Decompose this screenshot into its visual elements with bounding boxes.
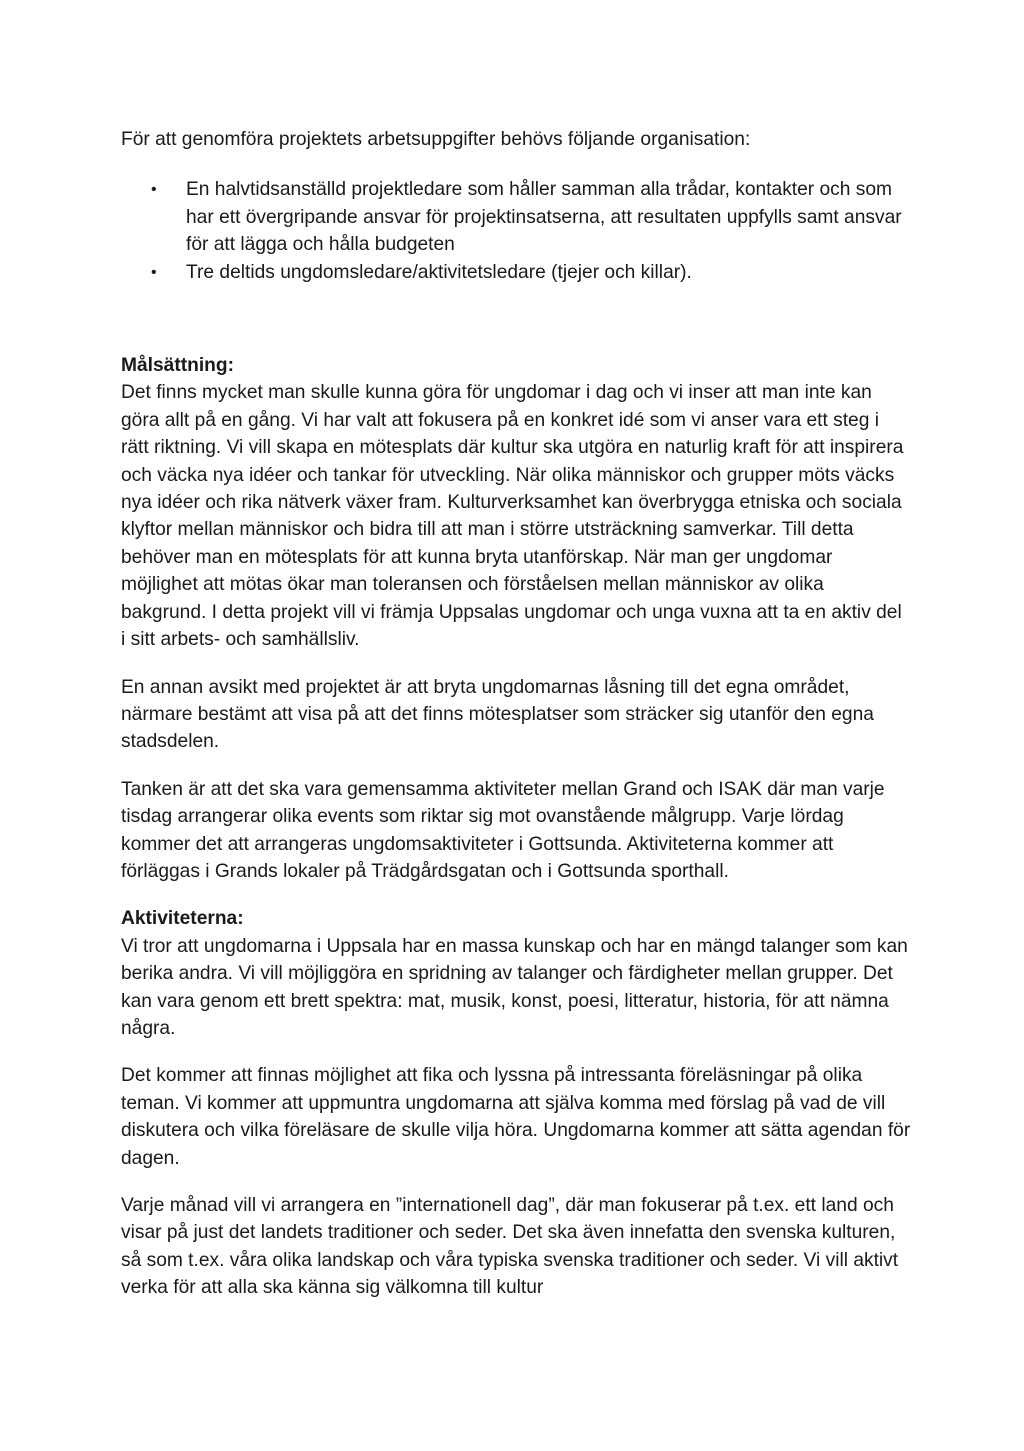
list-item	[151, 259, 911, 286]
paragraph: Varje månad vill vi arrangera en ”internationell dag”, där man fokuserar på t.ex. ett land och visar på just det landets traditioner och seder. Det ska även innefatta den svenska kulturen, så som t.ex. våra olika landskap och våra typiska svenska traditioner och seder. Vi vill aktivt verka för att alla ska känna sig välkomna till kultur	[121, 1195, 899, 1299]
bullet-icon: •	[151, 263, 157, 281]
section-aktiviteterna	[121, 905, 911, 1301]
list-item-text: Tre deltids ungdomsledare/aktivitetsledare (tjejer och killar).	[186, 261, 692, 283]
paragraph: Det kommer att finnas möjlighet att fika och lyssna på intressanta föreläsningar på olika teman. Vi kommer att uppmuntra ungdomarna att själva komma med förslag på vad de vill diskutera och vilka föreläsare de skulle vilja höra. Ungdomarna kommer att sätta agendan för dagen.	[121, 1065, 911, 1169]
section-heading-malsattning: Målsättning:	[121, 355, 234, 377]
intro-text: För att genomföra projektets arbetsuppgifter behövs följande organisation:	[121, 129, 751, 150]
document-page	[121, 126, 911, 1302]
list-item-text: En halvtidsanställd projektledare som håller samman alla trådar, kontakter och som har ett övergripande ansvar för projektinsatserna, att resultaten uppfylls samt ansvar för att lägga och hålla budgeten	[186, 179, 902, 256]
section-heading-aktiviteterna: Aktiviteterna:	[121, 908, 244, 930]
paragraph: Det finns mycket man skulle kunna göra för ungdomar i dag och vi inser att man inte kan göra allt på en gång. Vi har valt att fokusera på en konkret idé som vi anser vara ett steg i rätt riktning. Vi vill skapa en mötesplats där kultur ska utgöra en naturlig kraft för att inspirera och väcka nya idéer och tankar för utveckling. När olika människor och grupper möts väcks nya idéer och rika nätverk växer fram. Kulturverksamhet kan överbrygga etniska och sociala klyftor mellan människor och bidra till att man i större utsträckning samverkar. Till detta behöver man en mötesplats för att kunna bryta utanförskap. När man ger ungdomar möjlighet att mötas ökar man toleransen och förståelsen mellan människor av olika bakgrund. I detta projekt vill vi främja Uppsalas ungdomar och unga vuxna att ta en aktiv del i sitt arbets- och samhällsliv.	[121, 382, 904, 651]
paragraph: Tanken är att det ska vara gemensamma aktiviteter mellan Grand och ISAK där man varje tisdag arrangerar olika events som riktar sig mot ovanstående målgrupp. Varje lördag kommer det att arrangeras ungdomsaktiviteter i Gottsunda. Aktiviteterna kommer att förläggas i Grands lokaler på Trädgårdsgatan och i Gottsunda sporthall.	[121, 778, 885, 882]
organisation-list	[121, 176, 911, 286]
list-item	[151, 176, 911, 258]
paragraph: En annan avsikt med projektet är att bryta ungdomarnas låsning till det egna området, närmare bestämt att visa på att det finns mötesplatser som sträcker sig utanför den egna stadsdelen.	[121, 676, 874, 753]
section-malsattning	[121, 352, 911, 885]
bullet-icon: •	[151, 181, 157, 199]
paragraph: Vi tror att ungdomarna i Uppsala har en massa kunskap och har en mängd talanger som kan berika andra. Vi vill möjliggöra en spridning av talanger och färdigheter mellan grupper. Det kan vara genom ett brett spektra: mat, musik, konst, poesi, litteratur, historia, för att nämna några.	[121, 935, 908, 1039]
